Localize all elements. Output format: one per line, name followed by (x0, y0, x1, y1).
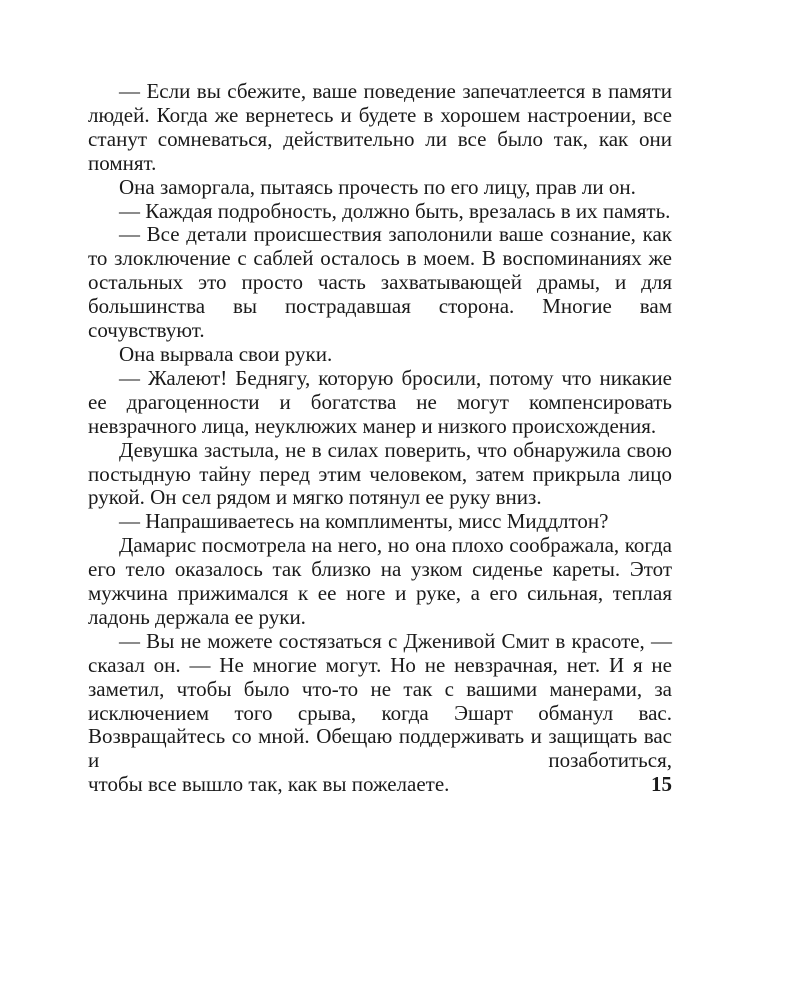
page-number: 15 (651, 772, 672, 797)
paragraph-1: — Если вы сбежите, ваше поведение запечатлеется в памяти людей. Когда же вернетесь и будете в хорошем настроении, все станут сомневаться, действительно ли все было так, как они помнят. (88, 79, 672, 175)
paragraph-5: Она вырвала свои руки. (119, 341, 333, 366)
paragraph-7: Девушка застыла, не в силах поверить, что обнаружила свою постыдную тайну перед этим человеком, затем прикрыла лицо рукой. Он сел рядом и мягко потянул ее руку вниз. (88, 437, 672, 510)
paragraph-6: — Жалеют! Беднягу, которую бросили, потому что никакие ее драгоценности и богатства не могут компенсировать невзрачного лица, неуклюжих манер и низкого происхождения. (88, 365, 672, 438)
paragraph-3: — Каждая подробность, должно быть, врезалась в их память. (119, 198, 671, 223)
book-page (88, 80, 672, 797)
paragraph-9: Дамарис посмотрела на него, но она плохо соображала, когда его тело оказалось так близко на узком сиденье кареты. Этот мужчина прижимался к ее ноге и руке, а его сильная, теплая ладонь держала ее руки. (88, 533, 672, 629)
paragraph-8: — Напрашиваетесь на комплименты, мисс Миддлтон? (119, 509, 609, 534)
paragraph-10-last-line: чтобы все вышло так, как вы пожелаете. (88, 772, 450, 797)
final-line-with-page-number (88, 773, 672, 797)
paragraph-2: Она заморгала, пытаясь прочесть по его лицу, прав ли он. (119, 174, 636, 199)
paragraph-10: — Вы не можете состязаться с Дженивой Смит в красоте, — сказал он. — Не многие могут. Но не невзрачная, нет. И я не заметил, чтобы было что-то не так с вашими манерами, за исключением того срыва, когда Эшарт обманул вас. Возвращайтесь со мной. Обещаю поддерживать и защищать вас и позаботиться, (88, 628, 672, 773)
paragraph-4: — Все детали происшествия заполонили ваше сознание, как то злоключение с саблей осталось в моем. В воспоминаниях же остальных это просто часть захватывающей драмы, и для большинства вы пострадавшая сторона. Многие вам сочувствуют. (88, 222, 672, 343)
